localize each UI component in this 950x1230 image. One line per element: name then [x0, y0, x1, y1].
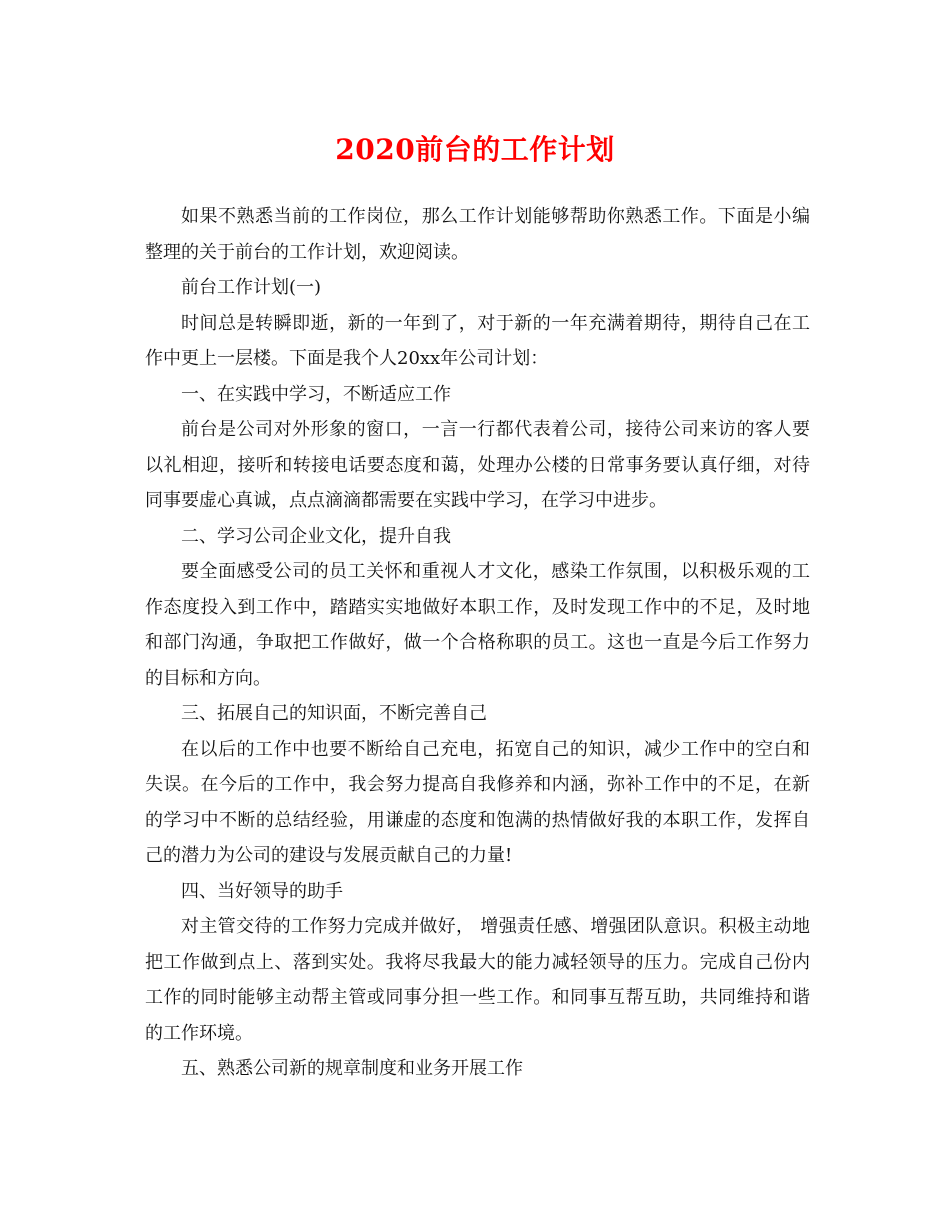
document-body: [145, 199, 810, 1087]
section-heading-3: 三、拓展自己的知识面，不断完善自己: [181, 703, 487, 724]
section-paragraph-2: 要全面感受公司的员工关怀和重视人才文化，感染工作氛围，以积极乐观的工作态度投入到工作中，踏踏实实地做好本职工作，及时发现工作中的不足，及时地和部门沟通，争取把工作做好，做一个合格称职的员工。这也一直是今后工作努力的目标和方向。: [145, 561, 810, 689]
section-heading-2: 二、学习公司企业文化，提升自我: [181, 525, 451, 547]
section-heading-plan-one: 前台工作计划(一): [181, 277, 322, 298]
document-title: 2020前台的工作计划: [335, 133, 615, 166]
section-paragraph-1: 前台是公司对外形象的窗口，一言一行都代表着公司，接待公司来访的客人要以礼相迎，接听和转接电话要态度和蔼，处理办公楼的日常事务要认真仔细，对待同事要虚心真诚，点点滴滴都需要在实践中学习，在学习中进步。: [145, 419, 810, 511]
opening-paragraph: 时间总是转瞬即逝，新的一年到了，对于新的一年充满着期待，期待自己在工作中更上一层楼。下面是我个人20xx年公司计划：: [145, 312, 810, 369]
section-heading-5: 五、熟悉公司新的规章制度和业务开展工作: [181, 1058, 523, 1079]
section-heading-4: 四、当好领导的助手: [181, 880, 343, 902]
section-heading-1: 一、在实践中学习，不断适应工作: [181, 383, 451, 405]
section-paragraph-4: 对主管交待的工作努力完成并做好， 增强责任感、增强团队意识。积极主动地把工作做到点上、落到实处。我将尽我最大的能力减轻领导的压力。完成自己份内工作的同时能够主动帮主管或同事分担一些工作。和同事互帮互助，共同维持和谐的工作环境。: [145, 916, 810, 1044]
intro-paragraph: 如果不熟悉当前的工作岗位，那么工作计划能够帮助你熟悉工作。下面是小编整理的关于前台的工作计划，欢迎阅读。: [145, 206, 810, 263]
section-paragraph-3: 在以后的工作中也要不断给自己充电，拓宽自己的知识，减少工作中的空白和失误。在今后的工作中，我会努力提高自我修养和内涵，弥补工作中的不足，在新的学习中不断的总结经验，用谦虚的态度和饱满的热情做好我的本职工作，发挥自己的潜力为公司的建设与发展贡献自己的力量!: [145, 738, 810, 866]
